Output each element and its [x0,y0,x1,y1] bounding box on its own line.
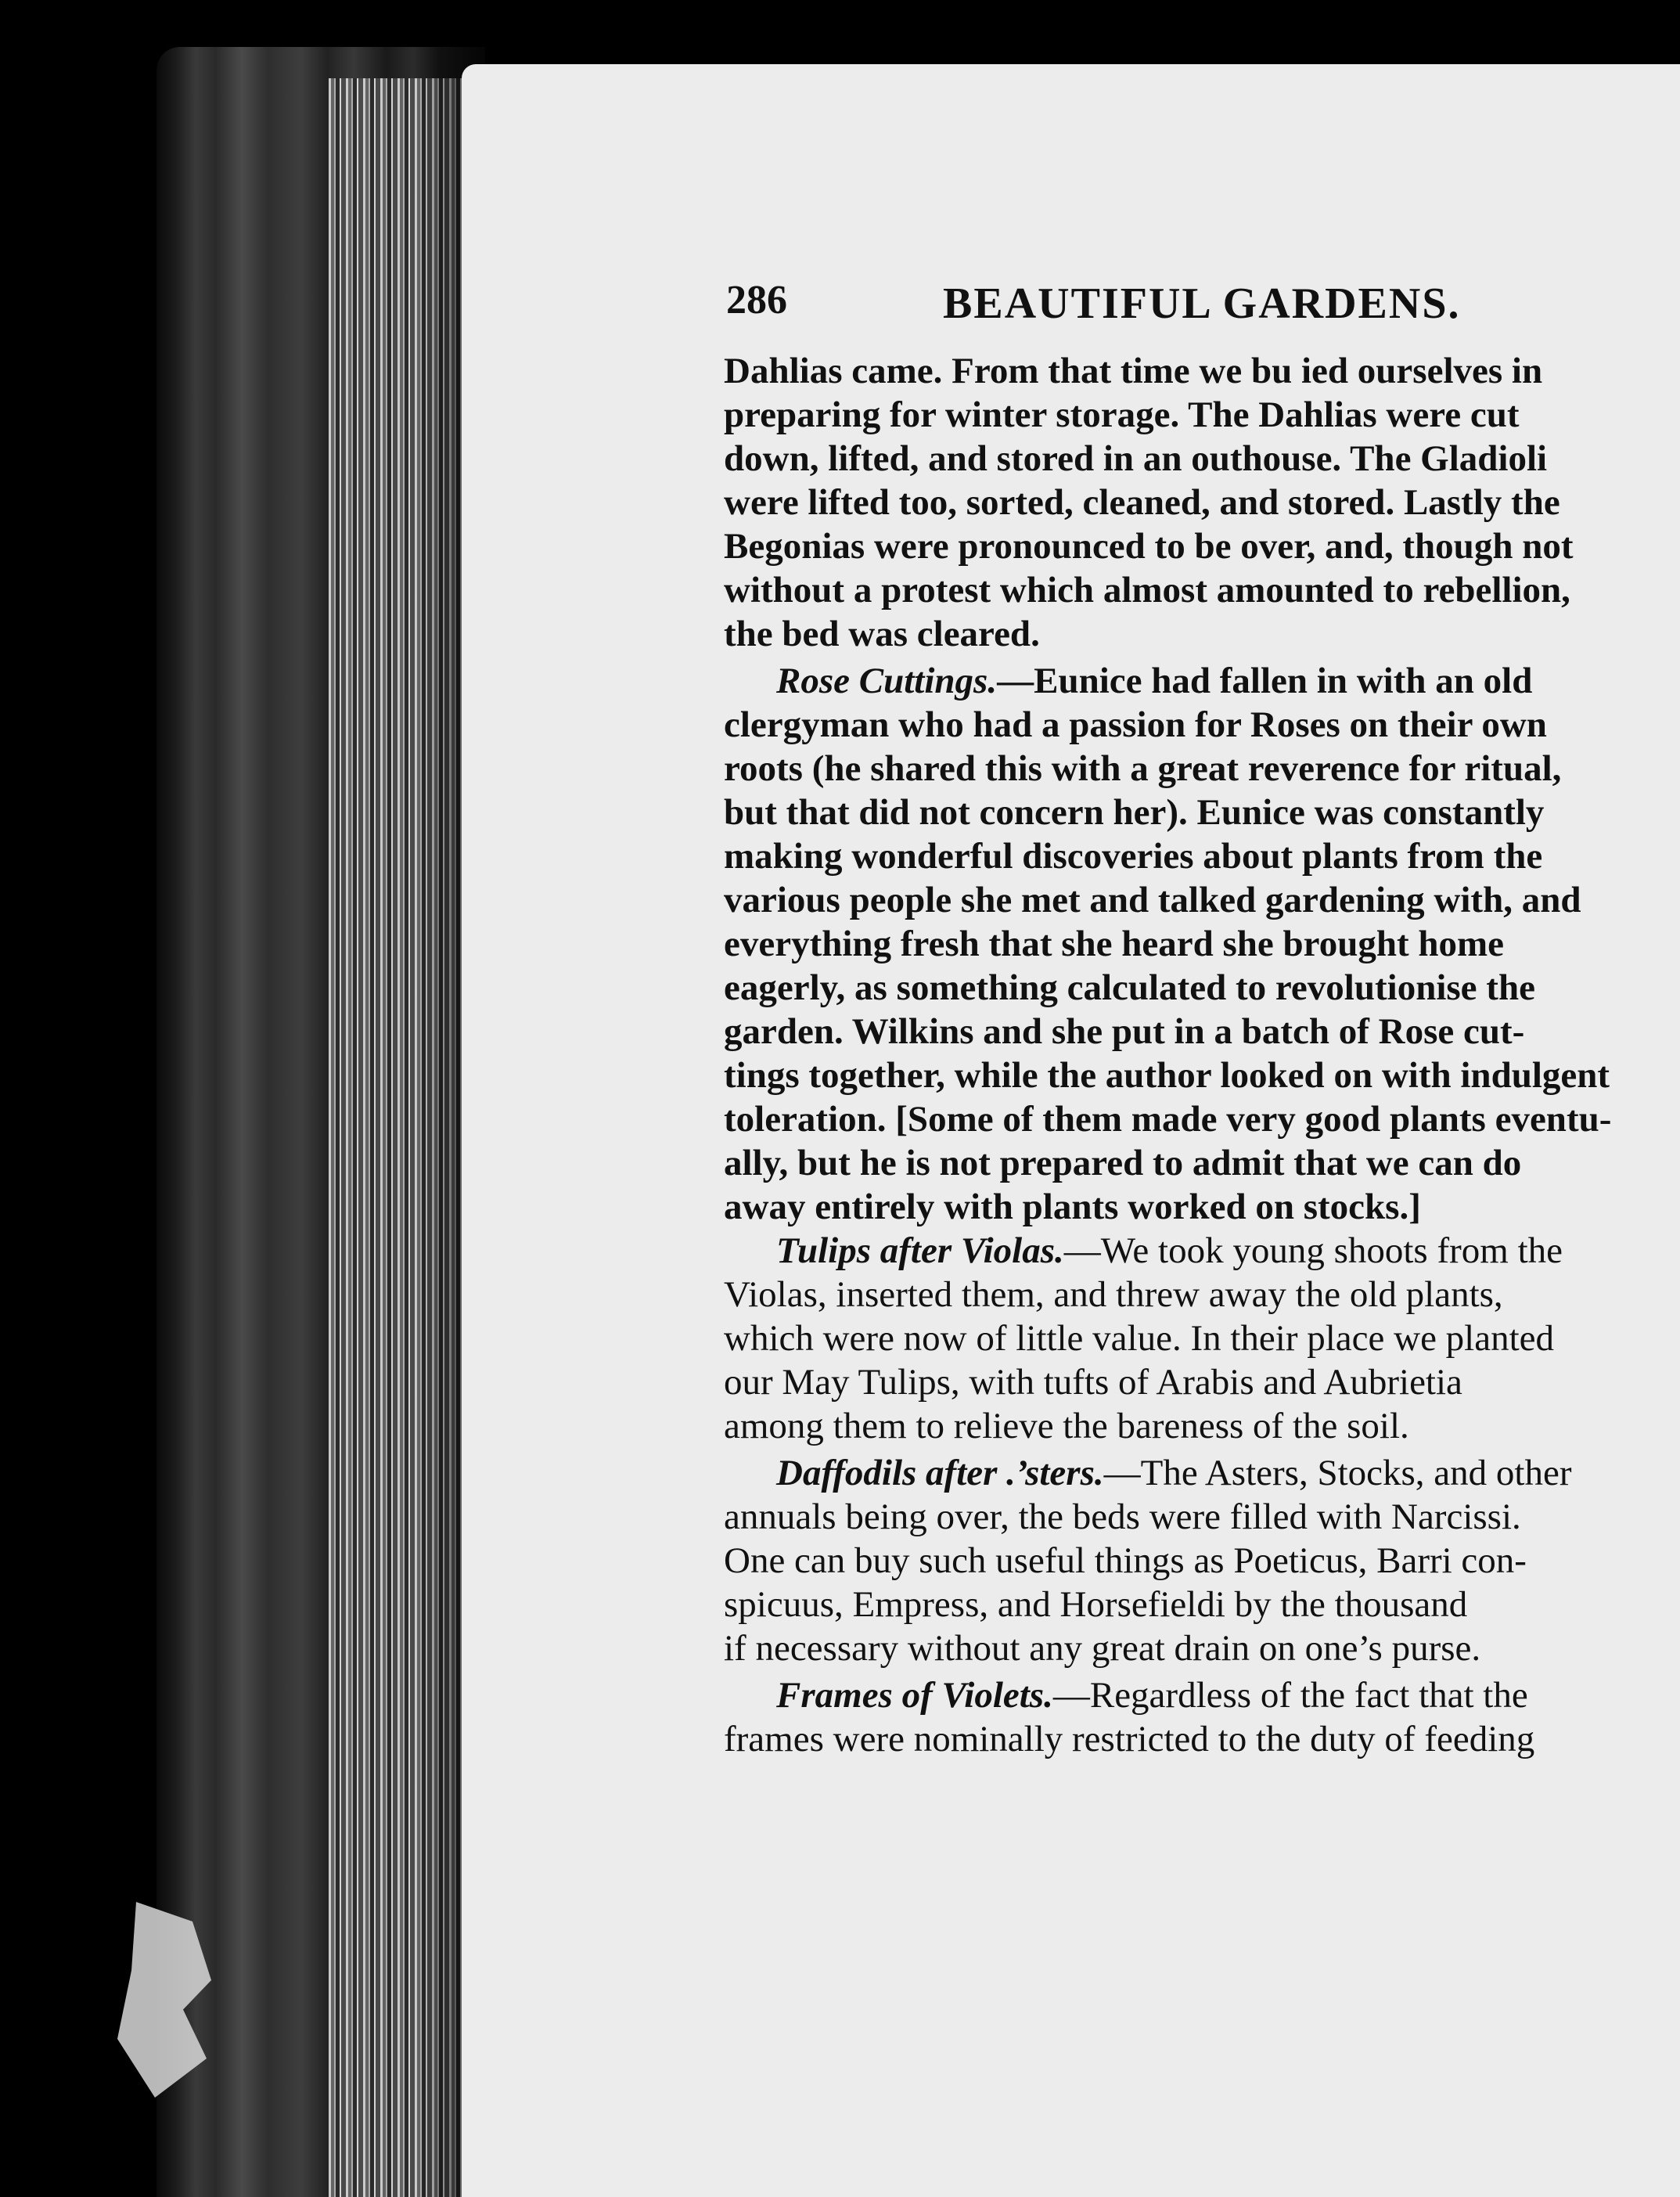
text-line: frames were nominally restricted to the duty of feeding [724,1719,1535,1759]
text-line: eagerly, as something calculated to revolutionise the [724,967,1535,1008]
text-run: —The Asters, Stocks, and other [1103,1453,1572,1493]
text-line: ally, but he is not prepared to admit that we can do [724,1143,1522,1183]
text-line: spicuus, Empress, and Horsefieldi by the thousand [724,1584,1468,1625]
text-line: One can buy such useful things as Poeticus, Barri con- [724,1540,1527,1581]
section-heading: Tulips after Violas. [776,1230,1064,1271]
text-line: clergyman who had a passion for Roses on their own [724,704,1547,745]
text-line: were lifted too, sorted, cleaned, and stored. Lastly the [724,482,1560,523]
section-heading: Frames of Violets. [776,1675,1053,1716]
text-line: garden. Wilkins and she put in a batch of Rose cut- [724,1011,1525,1052]
text-line [724,659,1680,703]
page-number: 286 [726,278,787,322]
section-heading: Daffodils after .’sters. [776,1453,1104,1493]
text-line: the bed was cleared. [724,614,1040,654]
text-line: our May Tulips, with tufts of Arabis and Aubrietia [724,1362,1462,1403]
text-line: Violas, inserted them, and threw away the old plants, [724,1274,1503,1315]
page-header [724,272,1680,349]
text-line: various people she met and talked gardening with, and [724,880,1581,920]
text-run: —Regardless of the fact that the [1052,1675,1528,1716]
text-line: making wonderful discoveries about plants from the [724,836,1543,877]
text-line [724,1451,1680,1495]
paragraph-rose-cuttings [724,659,1680,1229]
text-line: Begonias were pronounced to be over, and, though not [724,526,1574,567]
text-line: down, lifted, and stored in an outhouse. The Gladioli [724,438,1548,479]
text-line: everything fresh that she heard she brought home [724,924,1505,964]
text-run: —We took young shoots from the [1063,1230,1563,1271]
text-line: Dahlias came. From that time we bu ied ourselves in [724,351,1543,391]
text-run: —Eunice had fallen in with an old [997,661,1533,701]
text-line: roots (he shared this with a great reverence for ritual, [724,748,1562,789]
text-line: tings together, while the author looked on with indulgent [724,1055,1610,1096]
text-line: away entirely with plants worked on stocks.] [724,1187,1421,1227]
text-line: preparing for winter storage. The Dahlias were cut [724,394,1520,435]
text-line: but that did not concern her). Eunice was constantly [724,792,1545,833]
text-line: toleration. [Some of them made very good plants eventu- [724,1099,1612,1140]
text-line: among them to relieve the bareness of the soil. [724,1406,1409,1446]
section-heading: Rose Cuttings. [776,661,998,701]
text-line [724,1229,1680,1273]
text-line: annuals being over, the beds were filled with Narcissi. [724,1496,1521,1537]
paragraph-frames [724,1673,1680,1761]
paragraph-daffodils [724,1451,1680,1670]
paragraph-dahlias [724,349,1680,656]
running-head: BEAUTIFUL GARDENS. [943,279,1461,328]
text-line: which were now of little value. In their place we planted [724,1318,1555,1359]
text-line: without a protest which almost amounted to rebellion, [724,570,1570,610]
text-line: if necessary without any great drain on one’s purse. [724,1628,1481,1669]
text-line [724,1673,1680,1717]
paragraph-tulips [724,1229,1680,1448]
page-text [724,272,1680,1761]
